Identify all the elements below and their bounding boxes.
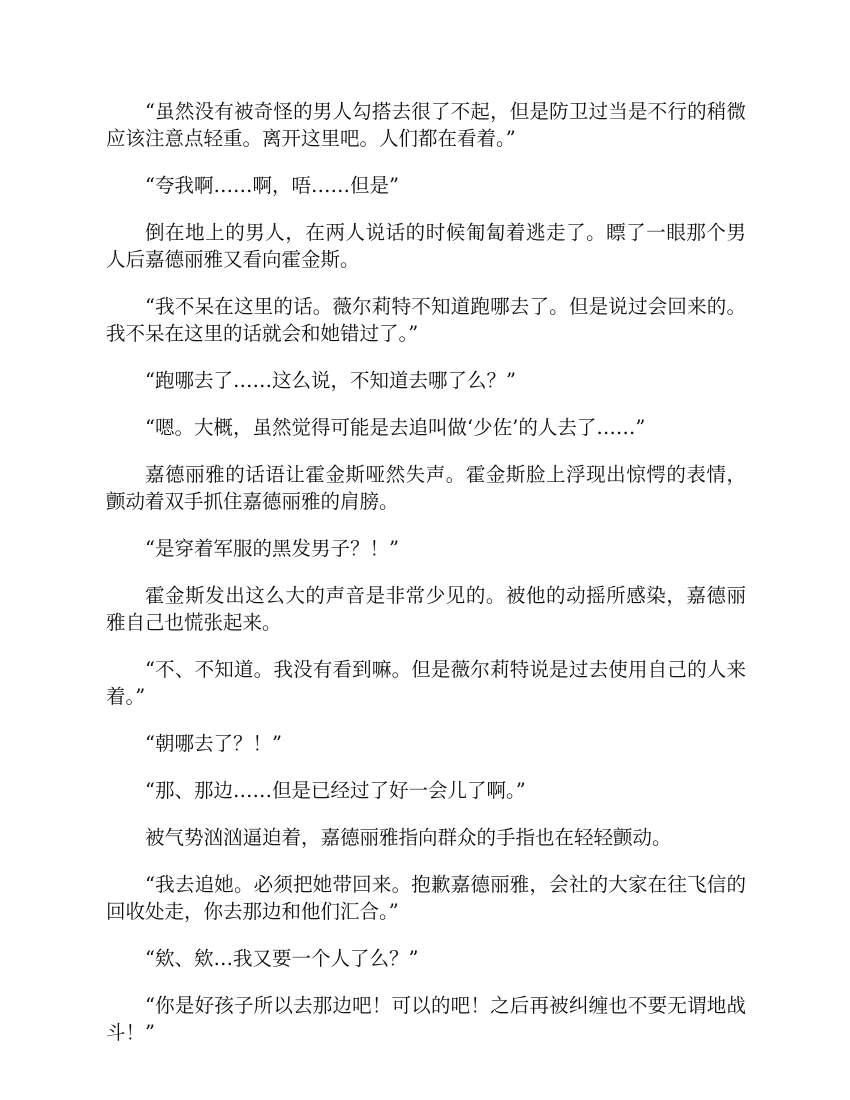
paragraph: “不、不知道。我没有看到嘛。但是薇尔莉特说是过去使用自己的人来着。” [106, 658, 746, 708]
paragraph: “那、那边……但是已经过了好一会儿了啊。” [145, 779, 526, 802]
paragraph: 被气势汹汹逼迫着，嘉德丽雅指向群众的手指也在轻轻颤动。 [145, 826, 672, 849]
paragraph: “欸、欸…我又要一个人了么？” [145, 947, 419, 970]
paragraph: “朝哪去了？！” [145, 732, 282, 755]
text-body [106, 98, 746, 1066]
paragraph: 倒在地上的男人，在两人说话的时候匍匐着逃走了。瞟了一眼那个男人后嘉德丽雅又看向霍金斯。 [106, 221, 746, 271]
paragraph: “跑哪去了……这么说，不知道去哪了么？” [145, 369, 516, 392]
paragraph: 嘉德丽雅的话语让霍金斯哑然失声。霍金斯脸上浮现出惊愕的表情，颤动着双手抓住嘉德丽雅的肩膀。 [106, 463, 746, 513]
paragraph: “虽然没有被奇怪的男人勾搭去很了不起，但是防卫过当是不行的稍微应该注意点轻重。离开这里吧。人们都在看着。” [106, 100, 746, 150]
paragraph: “嗯。大概，虽然觉得可能是去追叫做‘少佐’的人去了……” [145, 416, 646, 439]
paragraph: 霍金斯发出这么大的声音是非常少见的。被他的动摇所感染，嘉德丽雅自己也慌张起来。 [106, 584, 746, 634]
paragraph: “我去追她。必须把她带回来。抱歉嘉德丽雅，会社的大家在往飞信的回收处走，你去那边和他们汇合。” [106, 873, 746, 923]
paragraph: “夸我啊……啊，唔……但是” [145, 174, 399, 197]
paragraph: “我不呆在这里的话。薇尔莉特不知道跑哪去了。但是说过会回来的。我不呆在这里的话就会和她错过了。” [106, 295, 746, 345]
paragraph: “是穿着军服的黑发男子？！” [145, 537, 399, 560]
paragraph: “你是好孩子所以去那边吧！可以的吧！之后再被纠缠也不要无谓地战斗！” [106, 994, 746, 1044]
